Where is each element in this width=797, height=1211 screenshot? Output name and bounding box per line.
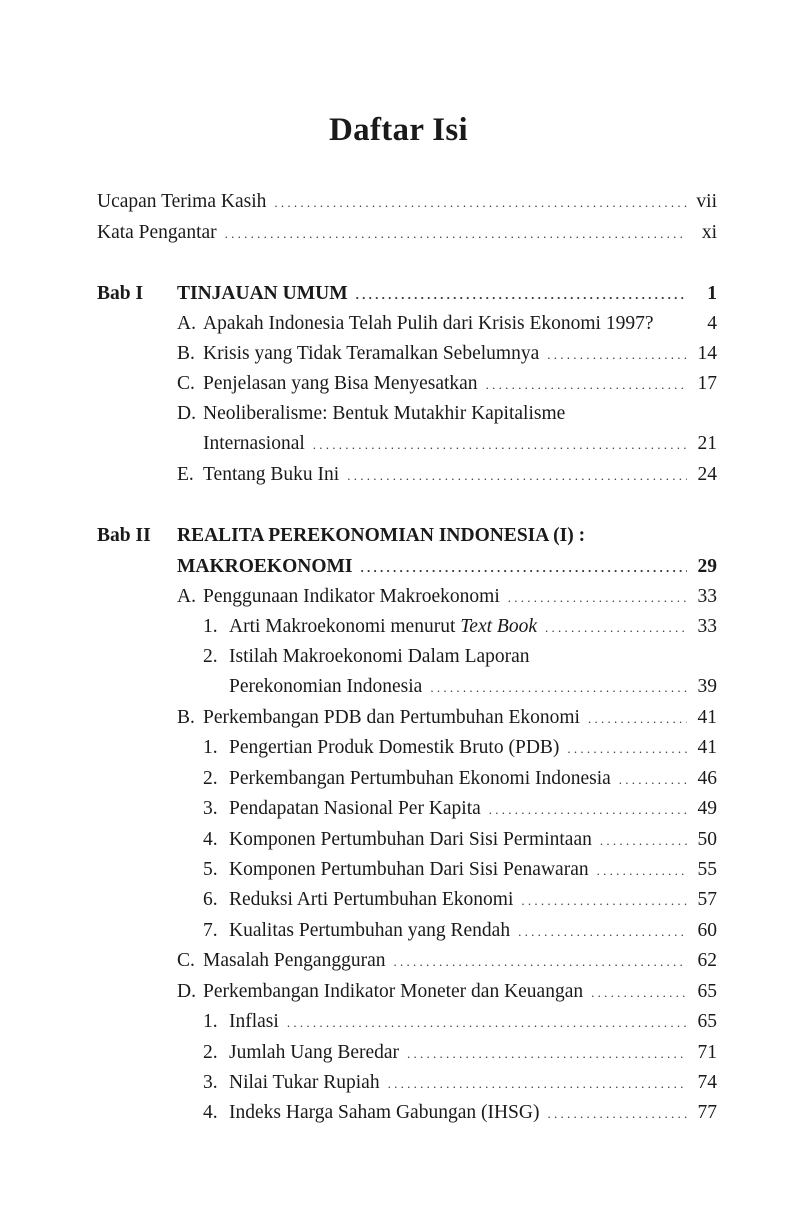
entry-label: Komponen Pertumbuhan Dari Sisi Penawaran: [229, 859, 589, 880]
dot-leader: [597, 856, 687, 885]
entry-label: Kualitas Pertumbuhan yang Rendah: [229, 920, 511, 941]
toc-entry-kata-pengantar[interactable]: [97, 219, 717, 247]
chapter-label: Bab II: [97, 525, 151, 546]
entry-label: Perkembangan Pertumbuhan Ekonomi Indonesia: [229, 768, 611, 789]
entry-letter: A.: [177, 586, 196, 607]
dot-leader: [508, 583, 687, 612]
dot-leader: [521, 886, 687, 915]
entry-letter: C.: [177, 950, 195, 971]
toc-entry-bab2[interactable]: [177, 553, 717, 581]
entry-label: Apakah Indonesia Telah Pulih dari Krisis Ekonomi 1997?: [203, 313, 654, 334]
toc-entry-bab2-b-7[interactable]: [203, 917, 717, 945]
entry-label-continued: Internasional: [203, 433, 305, 454]
entry-letter: D.: [177, 403, 196, 424]
entry-page: 41: [697, 737, 717, 758]
toc-entry-bab2-d-4[interactable]: [203, 1099, 717, 1127]
entry-number: 2.: [203, 646, 218, 667]
entry-number: 2.: [203, 768, 218, 789]
toc-entry-bab2-b-4[interactable]: [203, 826, 717, 854]
entry-label: Inflasi: [229, 1011, 279, 1032]
dot-leader: [588, 704, 687, 733]
entry-label: Komponen Pertumbuhan Dari Sisi Permintaan: [229, 829, 592, 850]
toc-entry-bab2-b-3[interactable]: [203, 795, 717, 823]
entry-label: Kata Pengantar: [97, 222, 217, 243]
dot-leader: [407, 1039, 687, 1068]
entry-page: 4: [707, 313, 717, 334]
entry-number: 1.: [203, 1011, 218, 1032]
toc-entry-bab2-d-2[interactable]: [203, 1039, 717, 1067]
toc-entry-ucapan[interactable]: [97, 188, 717, 216]
dot-leader: [347, 461, 687, 490]
toc-entry-bab2-a-1[interactable]: [203, 613, 717, 641]
entry-label: Nilai Tukar Rupiah: [229, 1072, 380, 1093]
toc-entry-bab1-e[interactable]: [177, 461, 717, 489]
entry-label: Perkembangan Indikator Moneter dan Keuangan: [203, 981, 584, 1002]
dot-leader: [547, 340, 687, 369]
toc-entry-bab2-b[interactable]: [177, 704, 717, 732]
entry-page: 60: [697, 920, 717, 941]
entry-page: 55: [697, 859, 717, 880]
entry-page: 65: [697, 1011, 717, 1032]
entry-page: 17: [697, 373, 717, 394]
dot-leader: [394, 947, 688, 976]
entry-page: 39: [697, 676, 717, 697]
dot-leader: [430, 673, 687, 702]
entry-number: 3.: [203, 1072, 218, 1093]
entry-label: Masalah Pengangguran: [203, 950, 386, 971]
entry-label: Indeks Harga Saham Gabungan (IHSG): [229, 1102, 540, 1123]
entry-label: [229, 613, 537, 641]
entry-page: 21: [697, 433, 717, 454]
dot-leader: [547, 1099, 687, 1128]
entry-page: 77: [697, 1102, 717, 1123]
dot-leader: [489, 795, 687, 824]
toc-entry-bab1-d[interactable]: [177, 400, 717, 428]
toc-entry-bab1-d-cont[interactable]: [203, 430, 717, 458]
entry-letter: D.: [177, 981, 196, 1002]
entry-label: Istilah Makroekonomi Dalam Laporan: [229, 646, 530, 667]
dot-leader: [518, 917, 687, 946]
dot-leader: [356, 280, 687, 309]
entry-label: Jumlah Uang Beredar: [229, 1042, 400, 1063]
dot-leader: [619, 765, 687, 794]
entry-page: 46: [697, 768, 717, 789]
entry-label: Pendapatan Nasional Per Kapita: [229, 798, 481, 819]
entry-page: 29: [697, 556, 717, 577]
entry-number: 6.: [203, 889, 218, 910]
dot-leader: [313, 430, 687, 459]
entry-page: xi: [701, 222, 717, 243]
entry-label: Pengertian Produk Domestik Bruto (PDB): [229, 737, 560, 758]
page-title: Daftar Isi: [329, 112, 468, 148]
entry-letter: B.: [177, 707, 195, 728]
entry-page: 57: [697, 889, 717, 910]
entry-page: 41: [697, 707, 717, 728]
entry-number: 1.: [203, 737, 218, 758]
entry-number: 4.: [203, 1102, 218, 1123]
toc-entry-bab2-b-5[interactable]: [203, 856, 717, 884]
dot-leader: [567, 734, 687, 763]
toc-entry-bab2-b-1[interactable]: [203, 734, 717, 762]
entry-page: 33: [697, 616, 717, 637]
dot-leader: [225, 219, 687, 248]
toc-entry-bab2-b-2[interactable]: [203, 765, 717, 793]
dot-leader: [274, 188, 687, 217]
entry-label: Tentang Buku Ini: [203, 464, 340, 485]
entry-number: 2.: [203, 1042, 218, 1063]
entry-page: 62: [697, 950, 717, 971]
toc-entry-bab1[interactable]: [177, 280, 717, 308]
dot-leader: [600, 826, 687, 855]
toc-entry-bab2-a[interactable]: [177, 583, 717, 611]
entry-number: 1.: [203, 616, 218, 637]
chapter-title: TINJAUAN UMUM: [177, 283, 348, 304]
entry-number: 5.: [203, 859, 218, 880]
entry-label: Neoliberalisme: Bentuk Mutakhir Kapitalisme: [203, 403, 566, 424]
entry-letter: E.: [177, 464, 194, 485]
entry-page: 65: [697, 981, 717, 1002]
toc-entry-bab1-b[interactable]: [177, 340, 717, 368]
dot-leader: [388, 1069, 687, 1098]
chapter-label: Bab I: [97, 283, 144, 304]
entry-page: 33: [697, 586, 717, 607]
entry-letter: B.: [177, 343, 195, 364]
toc-entry-bab2-d[interactable]: [177, 978, 717, 1006]
toc-entry-bab1-c[interactable]: [177, 370, 717, 398]
entry-page: 50: [697, 829, 717, 850]
chapter-title: REALITA PEREKONOMIAN INDONESIA (I) :: [177, 525, 586, 546]
entry-label-continued: Perekonomian Indonesia: [229, 676, 423, 697]
entry-letter: A.: [177, 313, 196, 334]
dot-leader: [591, 978, 687, 1007]
entry-label: Krisis yang Tidak Teramalkan Sebelumnya: [203, 343, 540, 364]
chapter-title-continued: MAKROEKONOMI: [177, 556, 353, 577]
entry-page: 71: [697, 1042, 717, 1063]
toc-entry-bab2-d-3[interactable]: [203, 1069, 717, 1097]
toc-entry-bab1-a[interactable]: [177, 310, 717, 338]
entry-letter: C.: [177, 373, 195, 394]
entry-page: 24: [697, 464, 717, 485]
toc-entry-bab2-a-2-cont[interactable]: [229, 673, 717, 701]
entry-label-italic: Text Book: [460, 616, 537, 637]
entry-label: Perkembangan PDB dan Pertumbuhan Ekonomi: [203, 707, 580, 728]
toc-entry-bab2-b-6[interactable]: [203, 886, 717, 914]
entry-label: Ucapan Terima Kasih: [97, 191, 267, 212]
entry-page: 74: [697, 1072, 717, 1093]
entry-label: Penggunaan Indikator Makroekonomi: [203, 586, 500, 607]
entry-label: Reduksi Arti Pertumbuhan Ekonomi: [229, 889, 514, 910]
dot-leader: [361, 553, 688, 582]
entry-page: 1: [707, 283, 717, 304]
dot-leader: [287, 1008, 687, 1037]
entry-label: Penjelasan yang Bisa Menyesatkan: [203, 373, 478, 394]
entry-page: vii: [696, 191, 717, 212]
entry-page: 14: [697, 343, 717, 364]
dot-leader: [486, 370, 687, 399]
toc-entry-bab2-a-2[interactable]: [203, 643, 717, 671]
entry-page: 49: [697, 798, 717, 819]
toc-entry-bab2-c[interactable]: [177, 947, 717, 975]
entry-number: 4.: [203, 829, 218, 850]
entry-number: 7.: [203, 920, 218, 941]
entry-label-text: Arti Makroekonomi menurut: [229, 616, 461, 637]
toc-entry-bab2-d-1[interactable]: [203, 1008, 717, 1036]
dot-leader: [545, 613, 687, 642]
entry-number: 3.: [203, 798, 218, 819]
